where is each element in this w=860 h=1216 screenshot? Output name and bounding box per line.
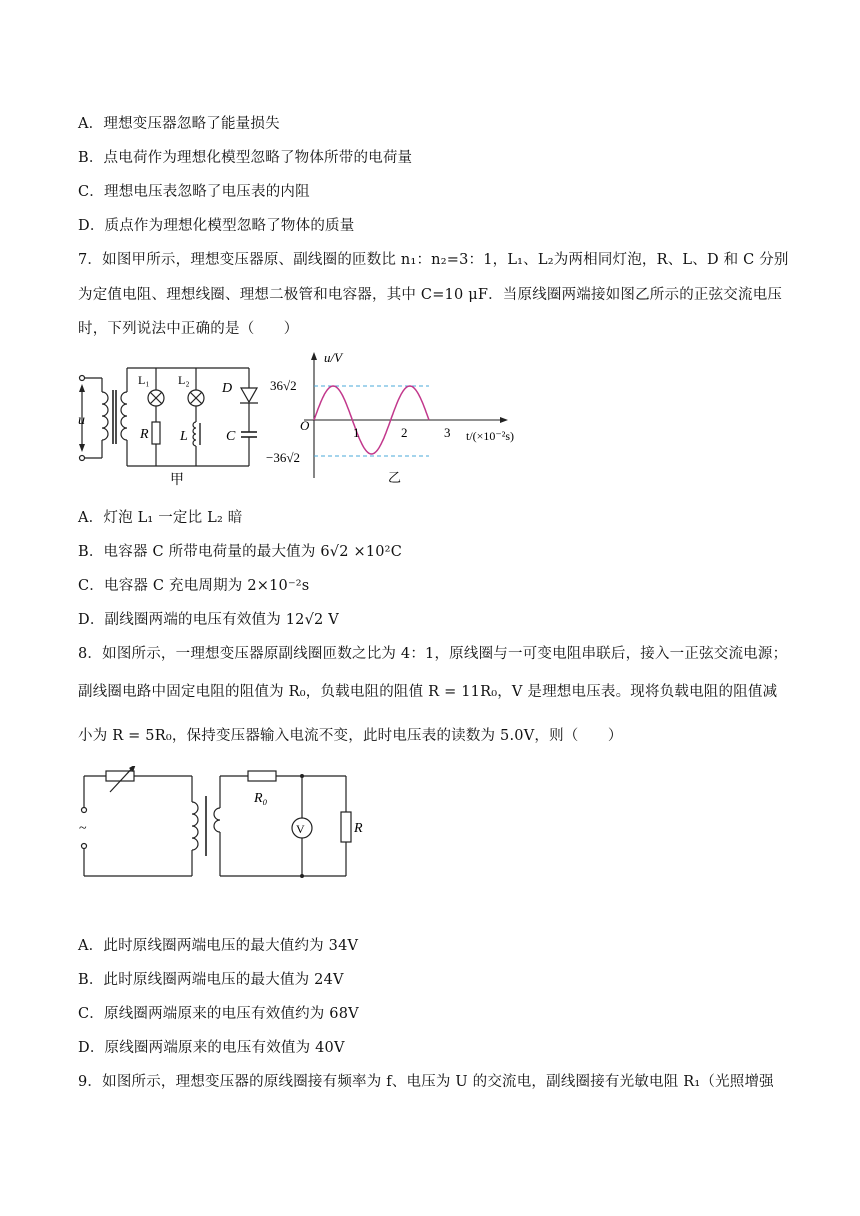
q7-circuit-figure-jia	[74, 362, 264, 492]
q7-option-c: C．电容器 C 充电周期为 2×10⁻²s	[78, 578, 310, 594]
q7-option-b: B．电容器 C 所带电荷量的最大值为 6√2 ×10²C	[78, 544, 402, 560]
q8-option-b: B．此时原线圈两端电压的最大值为 24V	[78, 972, 344, 988]
q7-fig-d-label: D	[222, 381, 233, 396]
q8-circuit-figure	[74, 766, 374, 886]
q7-wave-caption-yi: 乙	[388, 470, 402, 485]
q8-option-c: C．原线圈两端原来的电压有效值约为 68V	[78, 1006, 359, 1022]
q7-option-d: D．副线圈两端的电压有效值为 12√2 V	[78, 612, 339, 628]
q8-option-a: A．此时原线圈两端电压的最大值约为 34V	[78, 938, 359, 954]
q7-fig-l-label: L	[180, 429, 188, 444]
q7-wave-xlabel: t/(×10⁻²s)	[466, 429, 515, 443]
q7-wave-xtick-3: 3	[444, 425, 451, 440]
q7-wave-xtick-2: 2	[401, 425, 408, 440]
q8-fig-r-label: R	[354, 821, 363, 836]
q7-stem-line1: 7．如图甲所示，理想变压器原、副线圈的匝数比 n₁：n₂=3：1，L₁、L₂为两相同灯泡，R、L、D 和 C 分别	[78, 252, 789, 268]
q9-stem-line1: 9．如图所示，理想变压器的原线圈接有频率为 f、电压为 U 的交流电，副线圈接有光敏电阻 R₁（光照增强	[78, 1074, 774, 1090]
q7-fig-c-label: C	[226, 429, 236, 444]
q7-wave-ymin: −36√2	[266, 450, 300, 465]
q7-option-a: A．灯泡 L₁ 一定比 L₂ 暗	[78, 510, 243, 526]
q7-waveform-figure-yi	[264, 350, 544, 490]
q7-wave-xtick-1: 1	[353, 425, 360, 440]
q8-fig-voltmeter-label: V	[296, 822, 305, 836]
q7-wave-origin: O	[300, 418, 310, 433]
q6-option-b: B．点电荷作为理想化模型忽略了物体所带的电荷量	[78, 150, 413, 166]
q7-fig-l2-label: L₂	[178, 373, 190, 387]
q7-fig-r-label: R	[140, 427, 149, 442]
q8-stem-line1: 8．如图所示，一理想变压器原副线圈匝数之比为 4：1，原线圈与一可变电阻串联后，接入一正弦交流电源；	[78, 646, 788, 662]
q7-fig-u-label: u	[78, 413, 85, 428]
q8-stem-line2: 副线圈电路中固定电阻的阻值为 R₀，负载电阻的阻值 R = 11R₀，V 是理想电压表。现将负载电阻的阻值减	[78, 684, 778, 700]
q8-fig-r0-label: R₀	[254, 791, 268, 806]
q7-wave-ymax: 36√2	[270, 378, 297, 393]
q6-option-a: A．理想变压器忽略了能量损失	[78, 116, 280, 132]
q8-stem-line3: 小为 R = 5R₀，保持变压器输入电流不变，此时电压表的读数为 5.0V，则（ ）	[78, 728, 623, 744]
q7-wave-ylabel: u/V	[324, 350, 343, 365]
q6-option-d: D．质点作为理想化模型忽略了物体的质量	[78, 218, 355, 234]
q6-option-c: C．理想电压表忽略了电压表的内阻	[78, 184, 310, 200]
q7-fig-l1-label: L₁	[138, 373, 150, 387]
q7-stem-line2: 为定值电阻、理想线圈、理想二极管和电容器，其中 C=10 μF．当原线圈两端接如图乙所示的正弦交流电压	[78, 287, 783, 303]
q7-fig-caption-jia: 甲	[170, 473, 184, 488]
q8-option-d: D．原线圈两端原来的电压有效值为 40V	[78, 1040, 345, 1056]
q7-stem-line3: 时，下列说法中正确的是（ ）	[78, 321, 299, 337]
q8-fig-ac-symbol: ~	[79, 821, 87, 836]
